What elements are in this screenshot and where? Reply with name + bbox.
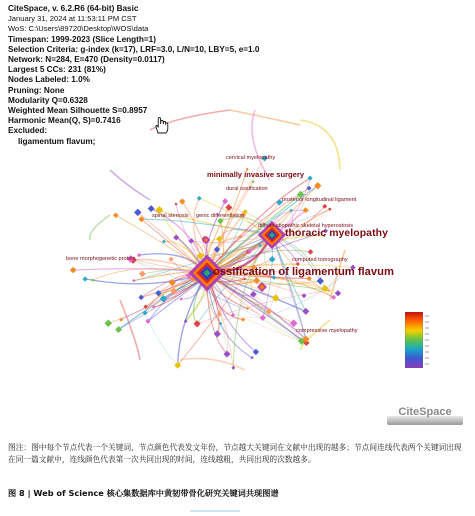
modularity: Modularity Q=0.6328 xyxy=(8,95,88,105)
largest-components: Largest 5 CCs: 231 (81%) xyxy=(8,65,106,75)
keyword-node xyxy=(179,198,185,204)
pruning: Pruning: None xyxy=(8,85,65,95)
label-cervical-myelopathy: cervical myelopathy xyxy=(226,155,276,161)
data-path: WoS: C:\Users\89720\Desktop\WOS\data xyxy=(8,24,149,34)
page-divider xyxy=(190,510,240,512)
label-bone-morphogenetic-protein: bone morphogenetic protein xyxy=(66,256,136,262)
timespan: Timespan: 1999-2023 (Slice Length=1) xyxy=(8,34,156,44)
keyword-node xyxy=(327,289,330,292)
label-minimally-invasive-surgery: minimally invasive surgery xyxy=(207,170,305,179)
keyword-node xyxy=(91,278,94,281)
network-size: Network: N=284, E=470 (Density=0.0117) xyxy=(8,55,165,65)
figure-title: 图 8 | Web of Science 核心集数据库中黄韧带骨化研究关键词共现图谱 xyxy=(8,488,279,498)
citespace-logo xyxy=(386,402,464,426)
hand-cursor-icon xyxy=(153,116,169,134)
harmonic-mean: Harmonic Mean(Q, S)=0.7416 xyxy=(8,116,121,126)
cooccurrence-edge xyxy=(110,170,150,200)
keyword-node xyxy=(139,271,146,278)
app-version: CiteSpace, v. 6.2.R6 (64-bit) Basic xyxy=(8,4,139,13)
label-compressive-myelopathy: compressive myelopathy xyxy=(296,328,358,334)
label-dural-ossification: dural ossification xyxy=(226,186,268,192)
keyword-node xyxy=(180,297,183,300)
year-color-legend xyxy=(405,312,423,368)
keyword-node xyxy=(197,196,202,201)
nodes-labeled: Nodes Labeled: 1.0% xyxy=(8,75,90,85)
keyword-node xyxy=(132,279,136,283)
keyword-node xyxy=(174,203,177,206)
keyword-node xyxy=(148,205,155,212)
keyword-node xyxy=(70,267,77,274)
label-diffuse-idiopathic-skeletal-hyperostosis: diffuse idiopathic skeletal hyperostosis xyxy=(258,223,354,229)
figure-caption: 图注：图中每个节点代表一个关键词，节点颜色代表发文年份，节点越大关键词在文献中出现的越多；节点间连线代表两个关键词出现在同一篇文献中，连线颜色代表第一次共同出现的时间，连线越粗，共同出现的次数越多。 xyxy=(8,443,462,465)
silhouette: Weighted Mean Silhouette S=0.8957 xyxy=(8,106,148,116)
cooccurrence-edge xyxy=(180,358,245,370)
excluded-heading: Excluded: xyxy=(8,126,48,136)
keyword-node xyxy=(222,198,228,204)
keyword-node xyxy=(113,212,119,218)
keyword-node xyxy=(105,320,112,327)
logo-text: CiteSpace xyxy=(398,406,452,418)
keyword-node xyxy=(308,176,313,181)
label-thoracic-myelopathy: thoracic myelopathy xyxy=(285,228,388,239)
network-statistics xyxy=(8,4,268,147)
cooccurrence-edge xyxy=(90,215,110,240)
keyword-node xyxy=(214,330,221,337)
keyword-node xyxy=(137,253,141,257)
keyword-node xyxy=(193,320,200,327)
excluded-term: ligamentum flavum; xyxy=(18,136,96,146)
keyword-node xyxy=(335,290,341,296)
keyword-node xyxy=(82,276,87,281)
cooccurrence-edge xyxy=(120,300,140,360)
label-genic-differentiation: genic differentiation xyxy=(196,213,245,219)
run-timestamp: January 31, 2024 at 11:53:11 PM CST xyxy=(8,14,137,24)
selection-criteria: Selection Criteria: g-index (k=17), LRF=3.0, L/N=10, LBY=5, e=1.0 xyxy=(8,44,260,54)
label-ossification-of-ligamentum-flavum: ossification of ligamentum flavum xyxy=(213,266,394,278)
label-spinal-stenosis: spinal stenosis xyxy=(152,213,189,219)
keyword-node xyxy=(321,285,328,292)
label-computed-tomography: computed tomography xyxy=(292,257,348,263)
keyword-node xyxy=(225,204,232,211)
keyword-node xyxy=(308,249,314,255)
keyword-node xyxy=(138,295,144,301)
label-posterior-longitudinal-ligament: posterior longitudinal ligament xyxy=(282,197,357,203)
legend-ticks xyxy=(425,312,445,368)
keyword-node xyxy=(302,308,309,315)
cooccurrence-edge xyxy=(300,120,340,170)
